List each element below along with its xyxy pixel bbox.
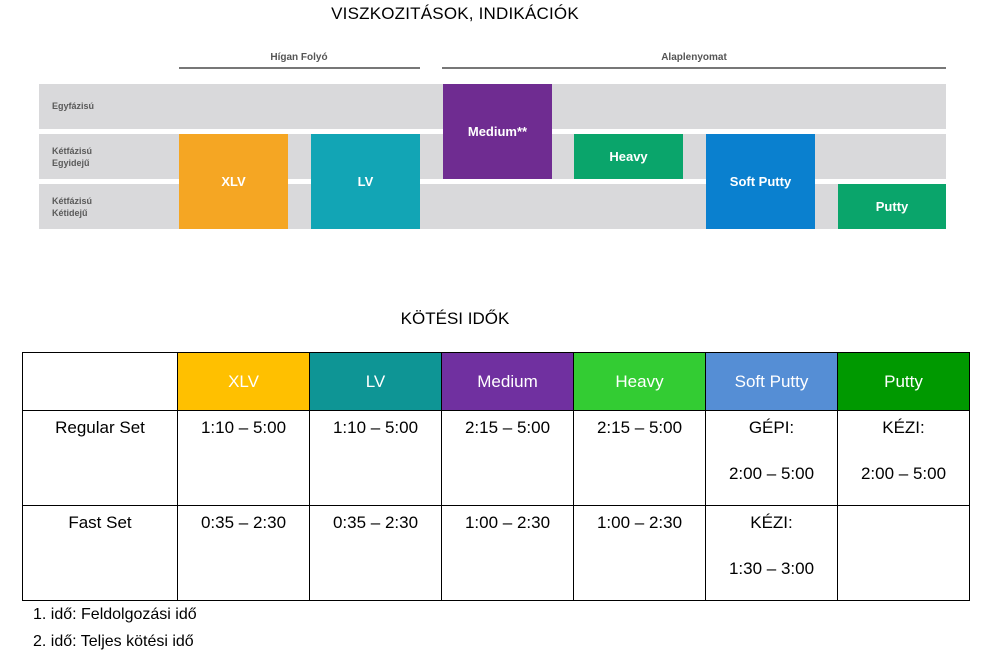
table-cell: 0:35 – 2:30 [178,506,310,601]
note-total-setting-time: 2. idő: Teljes kötési idő [33,633,194,650]
row-label-cell: Fast Set [23,506,178,601]
note-processing-time: 1. idő: Feldolgozási idő [33,606,197,623]
table-cell: 1:10 – 5:00 [310,411,442,506]
table-cell: 1:00 – 2:30 [442,506,574,601]
header-cell-soft-putty: Soft Putty [706,353,838,411]
product-block-lv: LV [311,134,420,229]
indications-title: VISZKOZITÁSOK, INDIKÁCIÓK [331,4,579,23]
product-block-xlv: XLV [179,134,288,229]
table-cell: KÉZI: 1:30 – 3:00 [706,506,838,601]
table-cell: 2:15 – 5:00 [442,411,574,506]
table-cell-empty [838,506,970,601]
product-block-medium: Medium** [443,84,552,179]
table-cell: GÉPI: 2:00 – 5:00 [706,411,838,506]
row-label-cell: Regular Set [23,411,178,506]
group-label-thin: Hígan Folyó [270,52,328,63]
header-cell-xlv: XLV [178,353,310,411]
table-header-row [23,353,970,411]
table-cell: 1:00 – 2:30 [574,506,706,601]
header-cell-lv: LV [310,353,442,411]
product-block-putty: Putty [838,184,946,229]
product-block-heavy: Heavy [574,134,683,179]
group-line-thin [179,67,420,69]
table-row-regular-set [23,411,970,506]
group-label-base: Alaplenyomat [661,52,727,63]
header-cell-empty [23,353,178,411]
header-cell-medium: Medium [442,353,574,411]
setting-times-table [22,352,970,601]
table-row-fast-set [23,506,970,601]
row-label-two-phase-sequential: Kétfázisú Kétidejű [52,196,93,218]
table-cell: KÉZI: 2:00 – 5:00 [838,411,970,506]
row-label-single-phase: Egyfázisú [52,101,95,111]
header-cell-putty: Putty [838,353,970,411]
row-label-two-phase-simultaneous: Kétfázisú Egyidejű [52,146,93,168]
header-cell-heavy: Heavy [574,353,706,411]
group-line-base [442,67,946,69]
table-cell: 0:35 – 2:30 [310,506,442,601]
setting-times-title: KÖTÉSI IDŐK [400,309,510,328]
product-block-soft-putty: Soft Putty [706,134,815,229]
table-cell: 1:10 – 5:00 [178,411,310,506]
table-cell: 2:15 – 5:00 [574,411,706,506]
